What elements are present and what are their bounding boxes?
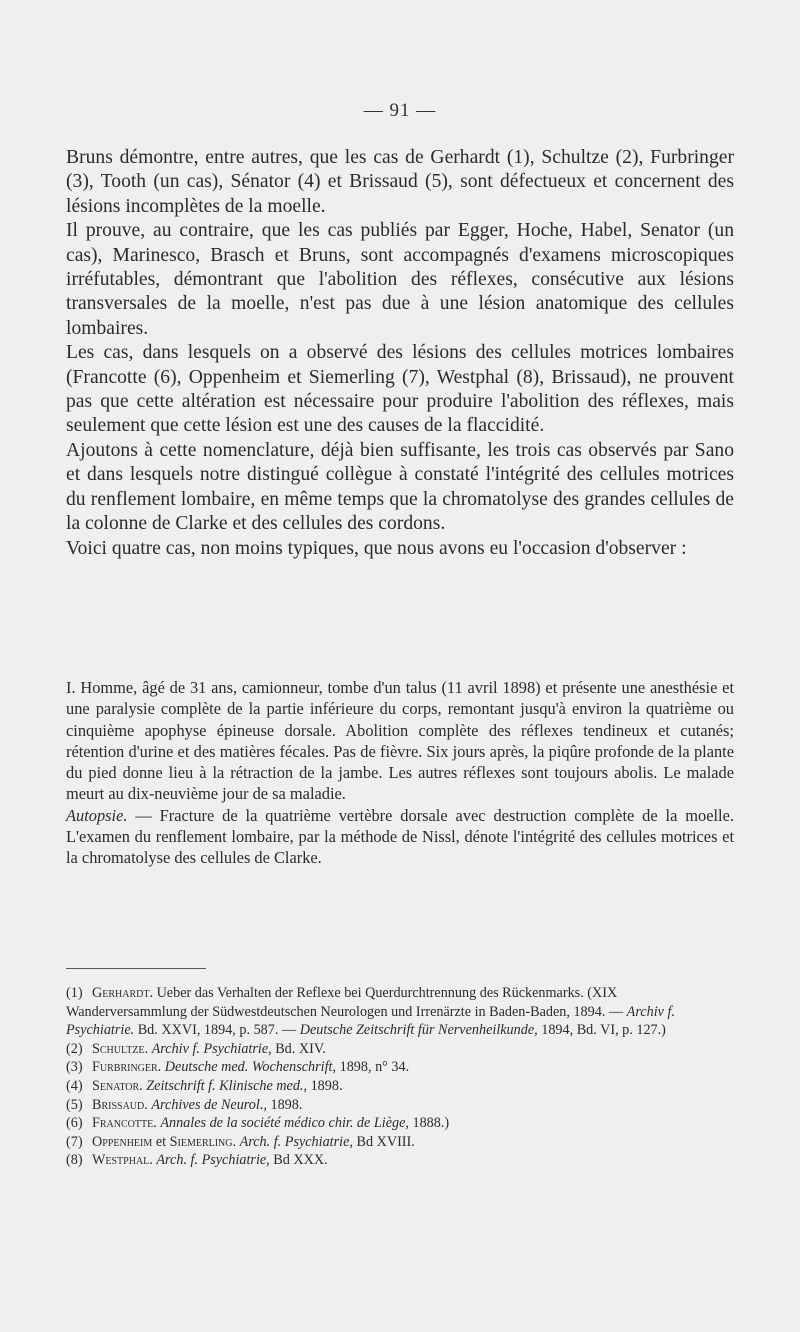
footnote-journal: Archiv f. Psychiatrie. <box>66 1003 675 1039</box>
footnote-number: (2) <box>66 1040 83 1057</box>
footnote-2 <box>66 1040 734 1059</box>
footnote-6 <box>66 1114 734 1133</box>
footnote-number: (8) <box>66 1152 83 1169</box>
main-text <box>66 146 734 561</box>
footnote-journal: Arch. f. Psychiatrie, <box>156 1152 270 1169</box>
footnote-text: Bd XXX. <box>269 1152 328 1169</box>
footnote-author: Brissaud. <box>92 1096 148 1113</box>
footnote-text: Bd. XIV. <box>271 1040 326 1057</box>
autopsy-text: — Fracture de la quatrième vertèbre dorsale avec destruction complète de la moelle. L'examen du renflement lombaire, par la méthode de Nissl, dénote l'intégrité des cellules motrices et la chromatolyse des cellules de Clarke. <box>66 805 734 868</box>
footnotes <box>66 984 734 1170</box>
page-number: — 91 — <box>363 100 437 121</box>
footnote-text: 1898. <box>266 1096 303 1113</box>
footnote-divider <box>66 968 206 969</box>
footnote-author: Oppenheim <box>92 1133 153 1150</box>
autopsy-paragraph <box>66 805 734 869</box>
footnote-8 <box>66 1151 734 1170</box>
footnote-text: 1898. <box>307 1077 343 1094</box>
footnote-number: (6) <box>66 1115 83 1132</box>
footnote-journal: Zeitschrift f. Klinische med., <box>146 1077 308 1094</box>
footnote-journal: Archives de Neurol., <box>151 1096 267 1113</box>
footnote-number: (5) <box>66 1096 83 1113</box>
footnote-author: Furbringer. <box>92 1059 162 1076</box>
footnote-4 <box>66 1077 734 1096</box>
paragraph-4: Ajoutons à cette nomenclature, déjà bien suffisante, les trois cas observés par Sano et dans lesquels notre distingué collègue à constaté l'intégrité des cellules motrices du renflement lombaire, en même temps que la chromatolyse des grandes cellules de la colonne de Clarke et des cellules des cordons. <box>66 439 734 535</box>
footnote-journal: Annales de la société médico chir. de Liège, <box>160 1115 409 1132</box>
footnote-author: Siemerling. <box>169 1133 237 1150</box>
paragraph-5: Voici quatre cas, non moins typiques, que nous avons eu l'occasion d'observer : <box>66 537 687 559</box>
footnote-author: Westphal. <box>92 1152 153 1169</box>
paragraph-3: Les cas, dans lesquels on a observé des lésions des cellules motrices lombaires (Francotte (6), Oppenheim et Siemerling (7), Westphal (8), Brissaud), ne prouvent pas que cette altération est nécessaire pour produire l'abolition des réflexes, mais seulement que cette lésion est une des causes de la flaccidité. <box>66 342 734 437</box>
paragraph-1: Bruns démontre, entre autres, que les cas de Gerhardt (1), Schultze (2), Furbringer (3), Tooth (un cas), Sénator (4) et Brissaud (5), sont défectueux et concernent des lésions incomplètes de la moelle. <box>66 147 734 217</box>
footnote-7 <box>66 1133 734 1152</box>
footnote-text: 1898, n° 34. <box>336 1059 410 1076</box>
footnote-author: Schultze. <box>92 1040 149 1057</box>
autopsy-label: Autopsie. <box>66 805 128 825</box>
footnote-journal: Arch. f. Psychiatrie, <box>239 1133 353 1150</box>
footnote-number: (3) <box>66 1059 83 1076</box>
footnote-text: Bd XVIII. <box>352 1133 415 1150</box>
paragraph-2: Il prouve, au contraire, que les cas publiés par Egger, Hoche, Habel, Senator (un cas), Marinesco, Brasch et Bruns, sont accompagnés d'examens microscopiques irréfutables, démontrant que l'abolition des réflexes, consécutive aux lésions transversales de la moelle, n'est pas due à une lésion anatomique des cellules lombaires. <box>66 220 734 339</box>
footnote-number: (4) <box>66 1077 83 1094</box>
case-description: I. Homme, âgé de 31 ans, camionneur, tombe d'un talus (11 avril 1898) et présente une anesthésie et une paralysie complète de la partie inférieure du corps, remontant jusqu'à environ la quatrième ou cinquième apophyse épineuse dorsale. Abolition complète des réflexes tendineux et cutanés; rétention d'urine et des matières fécales. Pas de fièvre. Six jours après, la piqûre profonde de la plante du pied donne lieu à la rétraction de la jambe. Les autres réflexes sont toujours abolis. Le malade meurt au dix-neuvième jour de sa maladie. <box>66 678 734 804</box>
footnote-journal: Archiv f. Psychiatrie, <box>151 1040 272 1057</box>
footnote-author: Francotte. <box>92 1115 157 1132</box>
footnote-3 <box>66 1058 734 1077</box>
footnote-5 <box>66 1096 734 1115</box>
footnote-text: et <box>152 1133 170 1150</box>
footnote-text: Ueber das Verhalten der Reflexe bei Querdurchtrennung des Rückenmarks. (XIX Wanderversammlung der Südwestdeutschen Neurologen und Irrenärzte in Baden-Baden, 1894. — <box>66 985 627 1020</box>
footnote-journal: Deutsche Zeitschrift für Nervenheilkunde, <box>299 1022 538 1039</box>
footnote-author: Senator. <box>92 1077 143 1094</box>
footnote-text: 1888.) <box>408 1115 450 1132</box>
case-report <box>66 677 734 869</box>
footnote-number: (7) <box>66 1133 83 1150</box>
footnote-number: (1) <box>66 985 83 1001</box>
footnote-1 <box>66 984 734 1040</box>
footnote-text: Bd. XXVI, 1894, p. 587. — <box>134 1022 300 1039</box>
footnote-author: Gerhardt. <box>92 985 154 1001</box>
footnote-text: 1894, Bd. VI, p. 127.) <box>537 1022 666 1039</box>
footnote-journal: Deutsche med. Wochenschrift, <box>164 1059 337 1076</box>
